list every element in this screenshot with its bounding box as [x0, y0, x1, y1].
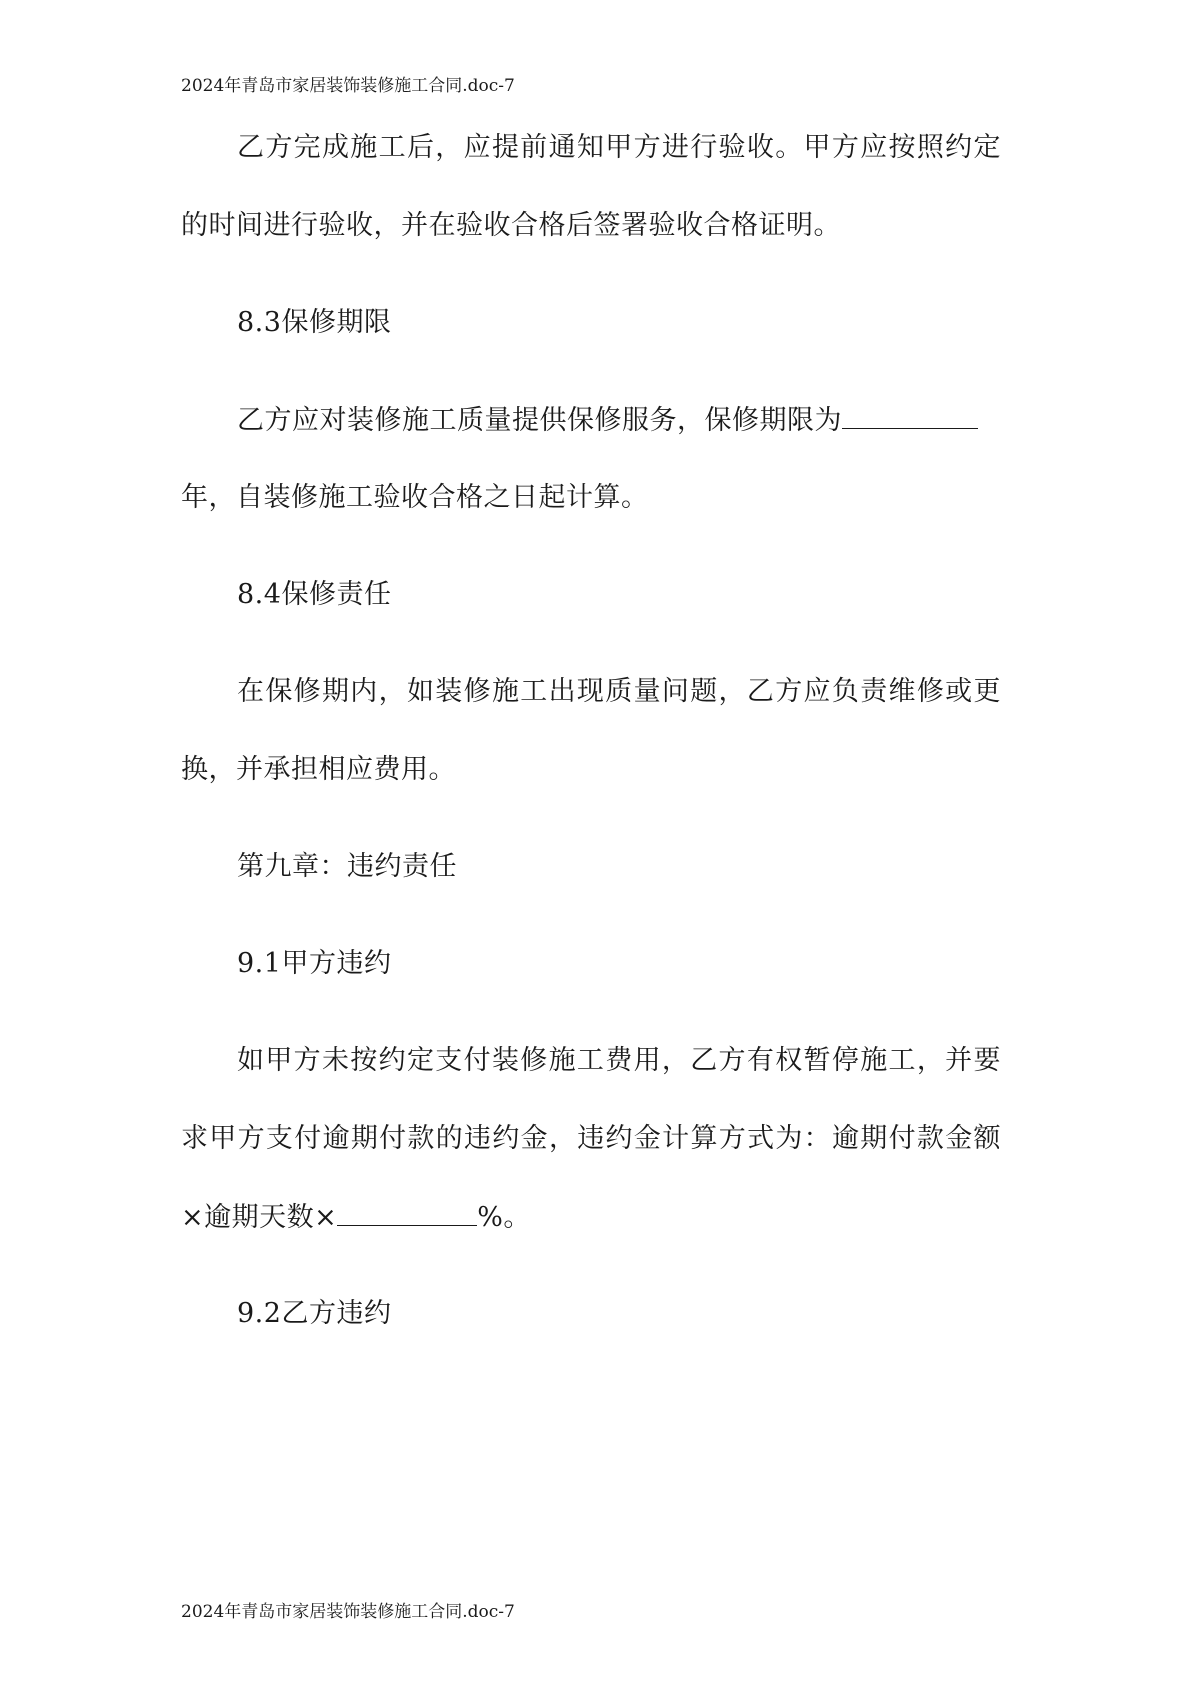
warranty-years-blank[interactable] [842, 402, 978, 429]
warranty-period-text: 乙方应对装修施工质量提供保修服务，保修期限为 [237, 405, 842, 436]
section-heading-9-1: 9.1甲方违约 [237, 948, 392, 979]
paragraph-warranty-period-line-1 [237, 402, 1001, 439]
section-heading-9-2: 9.2乙方违约 [237, 1298, 392, 1329]
section-heading-8-3: 8.3保修期限 [237, 307, 392, 338]
paragraph-party-a-breach-line-2: 求甲方支付逾期付款的违约金，违约金计算方式为：逾期付款金额 [181, 1123, 1001, 1154]
chapter-heading-9: 第九章：违约责任 [237, 851, 457, 882]
penalty-rate-blank[interactable] [337, 1199, 477, 1226]
penalty-formula-text: ×逾期天数× [181, 1202, 338, 1233]
paragraph-party-a-breach-line-1: 如甲方未按约定支付装修施工费用，乙方有权暂停施工，并要 [237, 1045, 1001, 1076]
percent-suffix: %。 [477, 1202, 531, 1233]
paragraph-acceptance-line-2: 的时间进行验收，并在验收合格后签署验收合格证明。 [181, 210, 841, 241]
paragraph-warranty-period-line-2: 年，自装修施工验收合格之日起计算。 [181, 482, 649, 513]
paragraph-warranty-liability-line-2: 换，并承担相应费用。 [181, 754, 456, 785]
page-footer: 2024年青岛市家居装饰装修施工合同.doc-7 [181, 1602, 515, 1622]
page-header: 2024年青岛市家居装饰装修施工合同.doc-7 [181, 76, 515, 96]
paragraph-acceptance-line-1: 乙方完成施工后，应提前通知甲方进行验收。甲方应按照约定 [237, 132, 1001, 163]
section-heading-8-4: 8.4保修责任 [237, 579, 392, 610]
paragraph-warranty-liability-line-1: 在保修期内，如装修施工出现质量问题，乙方应负责维修或更 [237, 676, 1001, 707]
paragraph-party-a-breach-line-3 [181, 1199, 1001, 1236]
